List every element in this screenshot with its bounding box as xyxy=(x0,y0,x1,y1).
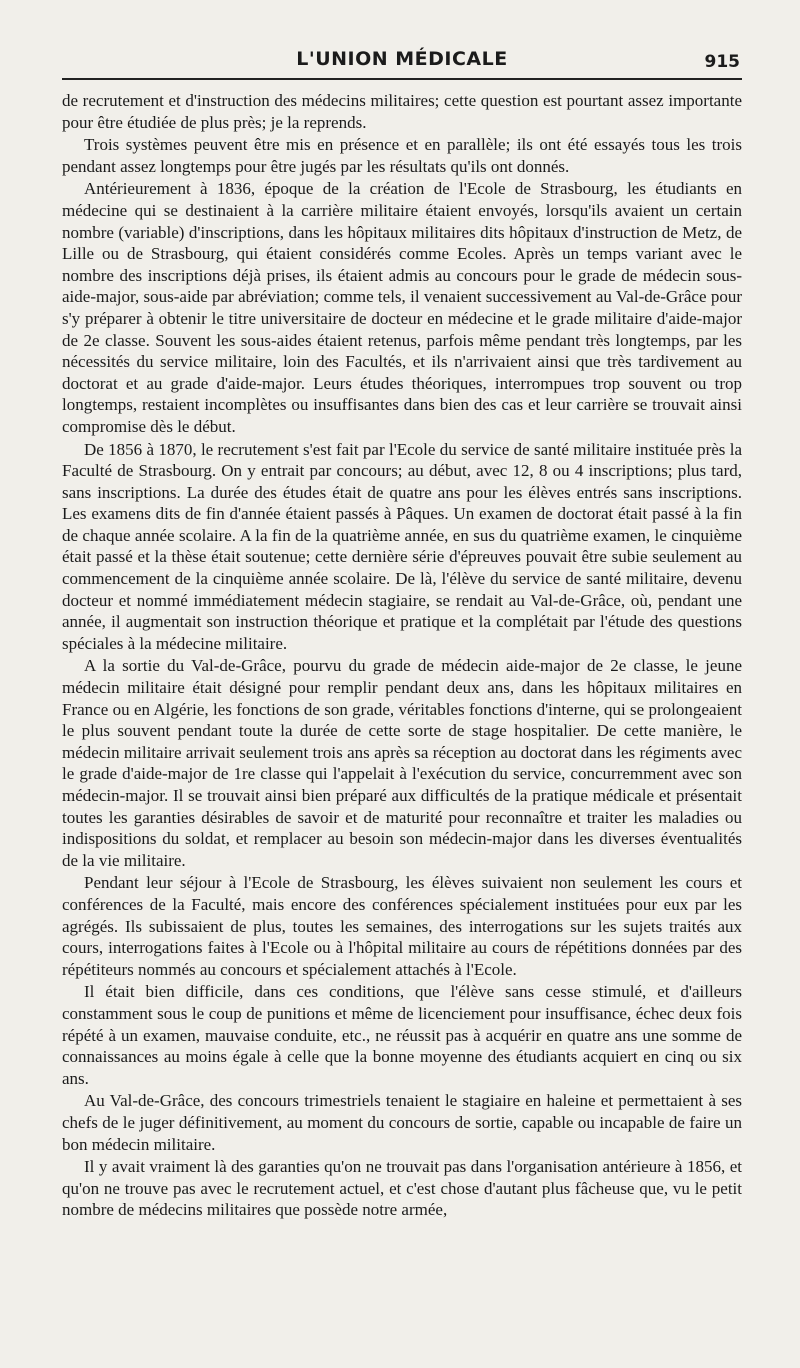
paragraph: Pendant leur séjour à l'Ecole de Strasbourg, les élèves suivaient non seulement les cours et conférences de la Faculté, mais encore des conférences spécialement instituées pour eux par les agrégés. Ils subissaient de plus, toutes les semaines, des interrogations sur les sujets traités aux cours, interrogations faites à l'Ecole ou à l'hôpital militaire au cours de répétitions données par des répétiteurs nommés au concours et spécialement attachés à l'Ecole. xyxy=(62,873,742,979)
body-text xyxy=(62,90,742,1222)
paragraph: de recrutement et d'instruction des médecins militaires; cette question est pourtant assez importante pour être étudiée de plus près; je la reprends. xyxy=(62,91,742,132)
paragraph: De 1856 à 1870, le recrutement s'est fait par l'Ecole du service de santé militaire instituée près la Faculté de Strasbourg. On y entrait par concours; au début, avec 12, 8 ou 4 inscriptions; plus tard, sans inscriptions. La durée des études était de quatre ans pour les élèves entrés sans inscriptions. Les examens dits de fin d'année étaient passés à Pâques. Un examen de doctorat était passé à la fin de chaque année scolaire. A la fin de la quatrième année, en sus du quatrième examen, le cinquième était passé et la thèse était soutenue; cette dernière série d'épreuves pouvait être subie seulement au commencement de la cinquième année scolaire. De là, l'élève du service de santé militaire, devenu docteur et nommé immédiatement médecin stagiaire, se rendait au Val-de-Grâce, où, pendant une année, il augmentait son instruction théorique et pratique et la complétait par l'étude des questions spéciales à la médecine militaire. xyxy=(62,439,742,653)
paragraph: A la sortie du Val-de-Grâce, pourvu du grade de médecin aide-major de 2e classe, le jeune médecin militaire était désigné pour remplir pendant deux ans, dans les hôpitaux militaires en France ou en Algérie, les fonctions de son grade, véritables fonctions d'interne, qui se prolongeaient le plus souvent pendant toute la durée de cette sorte de stage hospitalier. De cette manière, le médecin militaire arrivait seulement trois ans après sa réception au doctorat dans les régiments avec le grade d'aide-major de 1re classe qui l'appelait à l'exécution du service, concurremment avec son médecin-major. Il se trouvait ainsi bien préparé aux difficultés de la pratique médicale et présentait toutes les garanties désirables de savoir et de maturité pour reconnaître et traiter les maladies ou indispositions du soldat, et remplacer au besoin son médecin-major dans les diverses éventualités de la vie militaire. xyxy=(62,656,742,870)
header-rule xyxy=(62,78,742,80)
paragraph: Antérieurement à 1836, époque de la création de l'Ecole de Strasbourg, les étudiants en médecine qui se destinaient à la carrière militaire étaient envoyés, lorsqu'ils avaient un certain nombre (variable) d'inscriptions, dans les hôpitaux militaires dits hôpitaux d'instruction de Metz, de Lille ou de Strasbourg, qui étaient considérés comme Ecoles. Après un temps variant avec le nombre des inscriptions déjà prises, ils étaient admis au concours pour le grade de médecin sous-aide-major, sous-aide par abréviation; comme tels, il venaient successivement au Val-de-Grâce pour s'y préparer à obtenir le titre universitaire de docteur en médecine et le grade militaire d'aide-major de 2e classe. Souvent les sous-aides étaient retenus, parfois même pendant très longtemps, par les nécessités du service militaire, loin des Facultés, et ils n'arrivaient ainsi que très tardivement au doctorat et au grade d'aide-major. Leurs études théoriques, interrompues trop souvent ou trop longtemps, restaient incomplètes ou insuffisantes dans bien des cas et leur carrière se trouvait ainsi compromise dès le début. xyxy=(62,179,742,436)
page-number: 915 xyxy=(704,52,740,72)
paragraph: Trois systèmes peuvent être mis en présence et en parallèle; ils ont été essayés tous les trois pendant assez longtemps pour être jugés par les résultats qu'ils ont donnés. xyxy=(62,135,742,176)
page-header xyxy=(62,44,742,78)
paragraph: Au Val-de-Grâce, des concours trimestriels tenaient le stagiaire en haleine et permettaient à ses chefs de le juger définitivement, au moment du concours de sortie, capable ou incapable de faire un bon médecin militaire. xyxy=(62,1091,742,1154)
running-title: L'UNION MÉDICALE xyxy=(296,48,508,70)
paragraph: Il était bien difficile, dans ces conditions, que l'élève sans cesse stimulé, et d'ailleurs constamment sous le coup de punitions et même de licenciement pour insuffisance, échec deux fois répété à un examen, mauvaise conduite, etc., ne réussit pas à acquérir en quatre ans une somme de connaissances au moins égale à celle que la bonne moyenne des étudiants acquiert en cinq ou six ans. xyxy=(62,982,742,1088)
paragraph: Il y avait vraiment là des garanties qu'on ne trouvait pas dans l'organisation antérieure à 1856, et qu'on ne trouve pas avec le recrutement actuel, et c'est chose d'autant plus fâcheuse que, vu le petit nombre de médecins militaires que possède notre armée, xyxy=(62,1157,742,1220)
